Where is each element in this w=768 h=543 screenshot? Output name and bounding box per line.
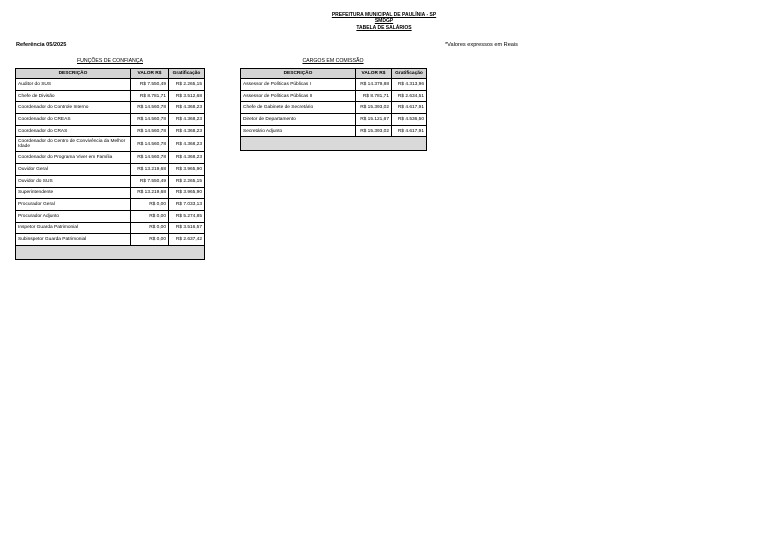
cell-description: Assessor de Políticas Públicas II (241, 90, 356, 102)
table-row (16, 125, 205, 137)
cell-description: Inspetor Guarda Patrimonial (16, 222, 131, 234)
cell-description: Chefe de Divisão (16, 90, 131, 102)
cell-description: Procurador Geral (16, 199, 131, 211)
header-table-title: TABELA DE SALÁRIOS (356, 24, 412, 31)
table-row (16, 234, 205, 246)
cell-gratification: R$ 2.634,51 (392, 90, 427, 102)
cell-value: R$ 13.219,68 (131, 164, 169, 176)
confianca-table (15, 68, 205, 260)
cell-description: Subinspetor Guarda Patrimonial (16, 234, 131, 246)
cell-value: R$ 15.393,02 (356, 102, 392, 114)
table-row (16, 102, 205, 114)
table-row (241, 90, 427, 102)
comissao-table (240, 68, 427, 151)
cell-gratification: R$ 4.617,91 (392, 102, 427, 114)
header-department: SMDGP (374, 18, 394, 25)
cell-description: Secretário Adjunto (241, 125, 356, 137)
table-row (16, 187, 205, 199)
table-row (241, 114, 427, 126)
comissao-title: CARGOS EM COMISSÃO (302, 58, 364, 64)
cell-value: R$ 13.219,68 (131, 187, 169, 199)
cell-gratification: R$ 4.368,23 (169, 152, 205, 164)
cell-value: R$ 14.560,78 (131, 102, 169, 114)
cell-description: Assessor de Políticas Públicas I (241, 79, 356, 91)
table-row (16, 114, 205, 126)
column-header-value: VALOR R$ (131, 69, 169, 79)
cell-description: Coordenador do Centro de Convivência da Melhor Idade (16, 137, 131, 152)
cell-description: Ouvidor do SUS (16, 175, 131, 187)
confianca-title: FUNÇÕES DE CONFIANÇA (76, 58, 143, 64)
cell-gratification: R$ 3.512,68 (169, 90, 205, 102)
cell-value: R$ 8.781,71 (356, 90, 392, 102)
cell-gratification: R$ 4.536,50 (392, 114, 427, 126)
cell-gratification: R$ 4.368,23 (169, 137, 205, 152)
cell-description: Procurador Adjunto (16, 210, 131, 222)
table-row (16, 175, 205, 187)
cell-value: R$ 0,00 (131, 222, 169, 234)
cell-description: Coordenador do Controle Interno (16, 102, 131, 114)
cell-value: R$ 7.550,49 (131, 79, 169, 91)
reference-label: Referência 05/2025 (16, 42, 67, 48)
cell-value: R$ 14.560,78 (131, 125, 169, 137)
header-municipality: PREFEITURA MUNICIPAL DE PAULÍNIA - SP (331, 12, 437, 18)
cell-value: R$ 14.379,88 (356, 79, 392, 91)
cell-gratification: R$ 5.274,85 (169, 210, 205, 222)
table-header-row (16, 69, 205, 79)
cell-description: Auditor do SUS (16, 79, 131, 91)
table-row (16, 90, 205, 102)
cell-description: Coordenador do Programa Viver em Família (16, 152, 131, 164)
cell-value: R$ 7.550,49 (131, 175, 169, 187)
cell-value: R$ 0,00 (131, 199, 169, 211)
cell-gratification: R$ 4.313,96 (392, 79, 427, 91)
column-header-gratification: Gratificação (392, 69, 427, 79)
column-header-description: DESCRIÇÃO (16, 69, 131, 79)
cell-value: R$ 14.560,78 (131, 114, 169, 126)
table-row (241, 102, 427, 114)
cell-gratification: R$ 3.516,57 (169, 222, 205, 234)
table-row (16, 222, 205, 234)
table-row (241, 125, 427, 137)
cell-value: R$ 15.121,67 (356, 114, 392, 126)
cell-description: Ouvidor Geral (16, 164, 131, 176)
table-row (16, 199, 205, 211)
table-row (16, 164, 205, 176)
cell-gratification: R$ 2.265,15 (169, 175, 205, 187)
table-row (16, 210, 205, 222)
cell-value: R$ 0,00 (131, 234, 169, 246)
document-header (0, 12, 768, 31)
cell-value: R$ 0,00 (131, 210, 169, 222)
cell-gratification: R$ 4.368,23 (169, 125, 205, 137)
table-row (16, 79, 205, 91)
cell-description: Coordenador do CRAS (16, 125, 131, 137)
cell-value: R$ 14.560,78 (131, 152, 169, 164)
cell-value: R$ 15.393,02 (356, 125, 392, 137)
table-footer-cell (16, 245, 205, 259)
cell-gratification: R$ 3.965,90 (169, 187, 205, 199)
values-note: *Valores expressos em Reais (445, 42, 518, 48)
cell-value: R$ 14.560,78 (131, 137, 169, 152)
table-footer-cell (241, 137, 427, 151)
column-header-value: VALOR R$ (356, 69, 392, 79)
cell-description: Chefe de Gabinete de Secretário (241, 102, 356, 114)
cell-description: Coordenador do CREAS (16, 114, 131, 126)
cell-value: R$ 8.781,71 (131, 90, 169, 102)
cell-gratification: R$ 4.617,91 (392, 125, 427, 137)
column-header-description: DESCRIÇÃO (241, 69, 356, 79)
cell-gratification: R$ 4.368,23 (169, 114, 205, 126)
table-header-row (241, 69, 427, 79)
cell-description: Diretor de Departamento (241, 114, 356, 126)
table-row (16, 137, 205, 152)
column-header-gratification: Gratificação (169, 69, 205, 79)
cell-gratification: R$ 2.265,15 (169, 79, 205, 91)
table-row (241, 79, 427, 91)
table-row (16, 152, 205, 164)
table-footer-row (241, 137, 427, 151)
cell-gratification: R$ 2.637,42 (169, 234, 205, 246)
cell-gratification: R$ 3.965,90 (169, 164, 205, 176)
cell-gratification: R$ 7.033,13 (169, 199, 205, 211)
cell-description: Superintendente (16, 187, 131, 199)
cell-gratification: R$ 4.368,23 (169, 102, 205, 114)
table-footer-row (16, 245, 205, 259)
